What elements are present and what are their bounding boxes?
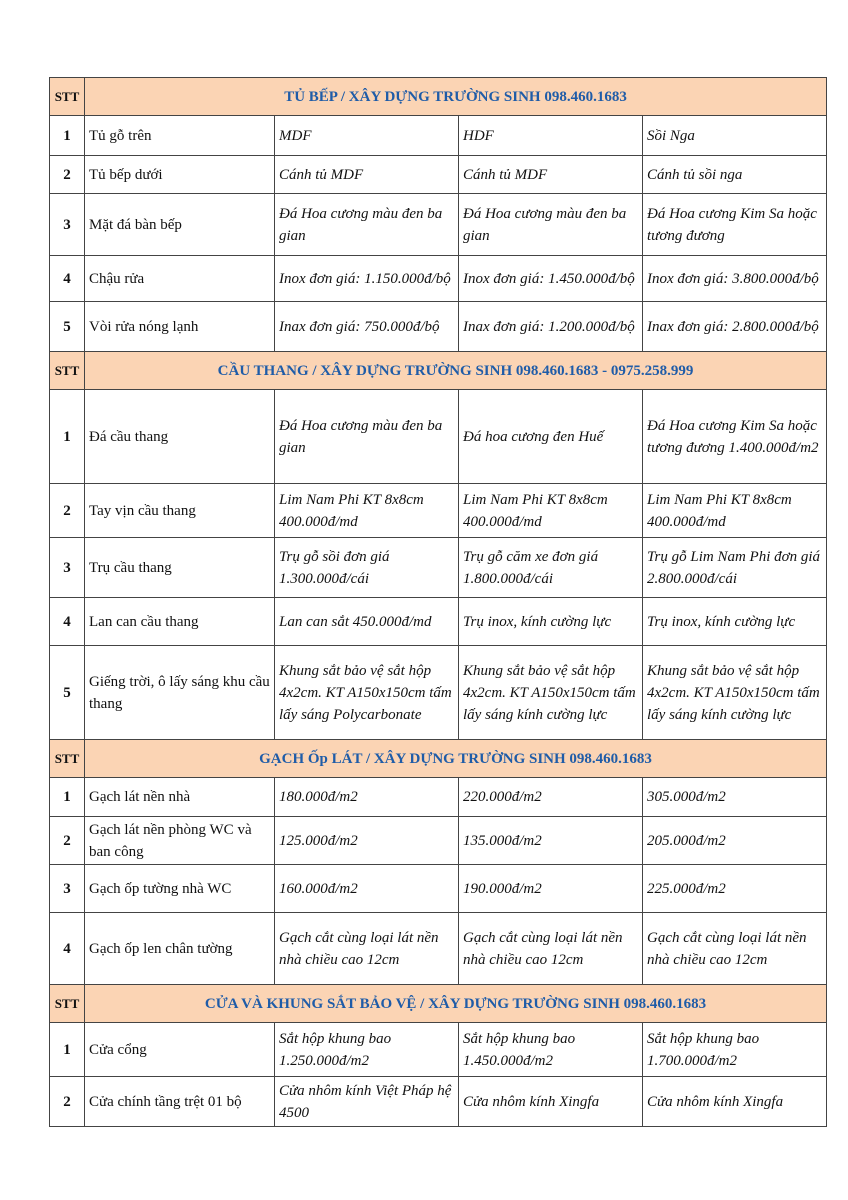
section-title: GẠCH Ốp LÁT / XÂY DỰNG TRƯỜNG SINH 098.460.1683 — [85, 740, 827, 778]
option-cell: Khung sắt bảo vệ sắt hộp 4x2cm. KT A150x150cm tấm lấy sáng kính cường lực — [459, 646, 643, 740]
option-cell: Cửa nhôm kính Xingfa — [459, 1077, 643, 1127]
option-cell: 220.000đ/m2 — [459, 778, 643, 817]
option-cell: Lim Nam Phi KT 8x8cm 400.000đ/md — [643, 484, 827, 538]
item-name: Lan can cầu thang — [85, 598, 275, 646]
price-table — [49, 77, 827, 1127]
item-name: Gạch lát nền nhà — [85, 778, 275, 817]
option-cell: Cửa nhôm kính Việt Pháp hệ 4500 — [275, 1077, 459, 1127]
item-name: Trụ cầu thang — [85, 538, 275, 598]
option-cell: 225.000đ/m2 — [643, 865, 827, 913]
row-number: 4 — [50, 913, 85, 985]
item-name: Cửa cổng — [85, 1023, 275, 1077]
option-cell: Khung sắt bảo vệ sắt hộp 4x2cm. KT A150x150cm tấm lấy sáng kính cường lực — [643, 646, 827, 740]
item-name: Gạch lát nền phòng WC và ban công — [85, 817, 275, 865]
table-row — [50, 194, 827, 256]
option-cell: Lan can sắt 450.000đ/md — [275, 598, 459, 646]
item-name: Gạch ốp tường nhà WC — [85, 865, 275, 913]
table-row — [50, 1077, 827, 1127]
option-cell: 190.000đ/m2 — [459, 865, 643, 913]
section-header-row — [50, 352, 827, 390]
item-name: Chậu rửa — [85, 256, 275, 302]
table-row — [50, 1023, 827, 1077]
table-row — [50, 646, 827, 740]
option-cell: Trụ gỗ sồi đơn giá 1.300.000đ/cái — [275, 538, 459, 598]
section-header-row — [50, 78, 827, 116]
row-number: 2 — [50, 817, 85, 865]
option-cell: Đá Hoa cương màu đen ba gian — [275, 194, 459, 256]
option-cell: Sắt hộp khung bao 1.700.000đ/m2 — [643, 1023, 827, 1077]
option-cell: Cánh tủ MDF — [459, 156, 643, 194]
option-cell: 205.000đ/m2 — [643, 817, 827, 865]
option-cell: Inax đơn giá: 750.000đ/bộ — [275, 302, 459, 352]
stt-header: STT — [50, 740, 85, 778]
option-cell: Đá Hoa cương màu đen ba gian — [275, 390, 459, 484]
item-name: Vòi rửa nóng lạnh — [85, 302, 275, 352]
option-cell: Inox đơn giá: 3.800.000đ/bộ — [643, 256, 827, 302]
option-cell: Đá Hoa cương Kim Sa hoặc tương đương 1.400.000đ/m2 — [643, 390, 827, 484]
item-name: Tủ gỗ trên — [85, 116, 275, 156]
section-title: TỦ BẾP / XÂY DỰNG TRƯỜNG SINH 098.460.1683 — [85, 78, 827, 116]
option-cell: Trụ inox, kính cường lực — [459, 598, 643, 646]
section-header-row — [50, 985, 827, 1023]
row-number: 3 — [50, 194, 85, 256]
item-name: Giếng trời, ô lấy sáng khu cầu thang — [85, 646, 275, 740]
row-number: 3 — [50, 538, 85, 598]
section-title: CẦU THANG / XÂY DỰNG TRƯỜNG SINH 098.460.1683 - 0975.258.999 — [85, 352, 827, 390]
table-row — [50, 156, 827, 194]
option-cell: Gạch cắt cùng loại lát nền nhà chiều cao 12cm — [459, 913, 643, 985]
option-cell: 180.000đ/m2 — [275, 778, 459, 817]
option-cell: Cánh tủ sồi nga — [643, 156, 827, 194]
option-cell: Đá hoa cương đen Huế — [459, 390, 643, 484]
table-row — [50, 484, 827, 538]
item-name: Đá cầu thang — [85, 390, 275, 484]
item-name: Gạch ốp len chân tường — [85, 913, 275, 985]
option-cell: Gạch cắt cùng loại lát nền nhà chiều cao 12cm — [275, 913, 459, 985]
item-name: Cửa chính tầng trệt 01 bộ — [85, 1077, 275, 1127]
option-cell: Trụ inox, kính cường lực — [643, 598, 827, 646]
row-number: 2 — [50, 484, 85, 538]
option-cell: Trụ gỗ Lim Nam Phi đơn giá 2.800.000đ/cái — [643, 538, 827, 598]
option-cell: Sắt hộp khung bao 1.250.000đ/m2 — [275, 1023, 459, 1077]
option-cell: Cửa nhôm kính Xingfa — [643, 1077, 827, 1127]
option-cell: Đá Hoa cương Kim Sa hoặc tương đương — [643, 194, 827, 256]
row-number: 1 — [50, 390, 85, 484]
option-cell: Cánh tủ MDF — [275, 156, 459, 194]
option-cell: Khung sắt bảo vệ sắt hộp 4x2cm. KT A150x150cm tấm lấy sáng Polycarbonate — [275, 646, 459, 740]
row-number: 4 — [50, 598, 85, 646]
row-number: 4 — [50, 256, 85, 302]
item-name: Tủ bếp dưới — [85, 156, 275, 194]
option-cell: Trụ gỗ căm xe đơn giá 1.800.000đ/cái — [459, 538, 643, 598]
row-number: 1 — [50, 116, 85, 156]
stt-header: STT — [50, 352, 85, 390]
option-cell: Đá Hoa cương màu đen ba gian — [459, 194, 643, 256]
option-cell: Sồi Nga — [643, 116, 827, 156]
option-cell: 160.000đ/m2 — [275, 865, 459, 913]
option-cell: Lim Nam Phi KT 8x8cm 400.000đ/md — [459, 484, 643, 538]
table-row — [50, 778, 827, 817]
row-number: 2 — [50, 1077, 85, 1127]
table-row — [50, 116, 827, 156]
option-cell: Inox đơn giá: 1.450.000đ/bộ — [459, 256, 643, 302]
row-number: 1 — [50, 778, 85, 817]
option-cell: Lim Nam Phi KT 8x8cm 400.000đ/md — [275, 484, 459, 538]
table-row — [50, 256, 827, 302]
stt-header: STT — [50, 78, 85, 116]
option-cell: Inax đơn giá: 2.800.000đ/bộ — [643, 302, 827, 352]
table-row — [50, 390, 827, 484]
table-row — [50, 302, 827, 352]
option-cell: Inax đơn giá: 1.200.000đ/bộ — [459, 302, 643, 352]
table-row — [50, 865, 827, 913]
option-cell: HDF — [459, 116, 643, 156]
row-number: 1 — [50, 1023, 85, 1077]
item-name: Tay vịn cầu thang — [85, 484, 275, 538]
section-header-row — [50, 740, 827, 778]
stt-header: STT — [50, 985, 85, 1023]
row-number: 2 — [50, 156, 85, 194]
option-cell: Gạch cắt cùng loại lát nền nhà chiều cao 12cm — [643, 913, 827, 985]
table-row — [50, 817, 827, 865]
option-cell: 135.000đ/m2 — [459, 817, 643, 865]
item-name: Mặt đá bàn bếp — [85, 194, 275, 256]
section-title: CỬA VÀ KHUNG SẮT BẢO VỆ / XÂY DỰNG TRƯỜNG SINH 098.460.1683 — [85, 985, 827, 1023]
option-cell: 305.000đ/m2 — [643, 778, 827, 817]
option-cell: MDF — [275, 116, 459, 156]
option-cell: 125.000đ/m2 — [275, 817, 459, 865]
table-row — [50, 913, 827, 985]
row-number: 5 — [50, 302, 85, 352]
row-number: 5 — [50, 646, 85, 740]
option-cell: Sắt hộp khung bao 1.450.000đ/m2 — [459, 1023, 643, 1077]
table-row — [50, 538, 827, 598]
row-number: 3 — [50, 865, 85, 913]
table-row — [50, 598, 827, 646]
option-cell: Inox đơn giá: 1.150.000đ/bộ — [275, 256, 459, 302]
